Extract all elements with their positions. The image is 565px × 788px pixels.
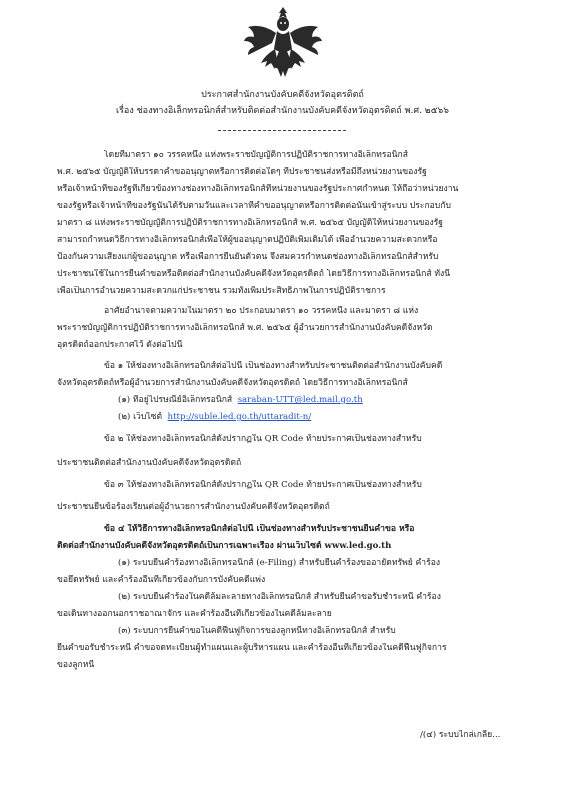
clause-4-item: (๑) ระบบยื่นคำร้องทางอิเล็กทรอนิกส์ (e-Filing) สำหรับยื่นคำร้องขออายัดทรัพย์ คำร้อง [118,558,441,568]
intro-line: ป้องกันความเสี่ยงแก่ผู้ขออนุญาต หรือเพื่อการยืนยันตัวตน จึงสมควรกำหนดช่องทางอิเล็กทรอนิกส์สำหรับ [57,252,439,262]
clause-2-line: ข้อ ๒ ให้ช่องทางอิเล็กทรอนิกส์ดังปรากฏใน QR Code ท้ายประกาศเป็นช่องทางสำหรับ [104,434,422,444]
agency-title: ประกาศสำนักงานบังคับคดีจังหวัดอุตรดิตถ์ [201,90,364,100]
authority-line: พระราชบัญญัติการปฏิบัติราชการทางอิเล็กทรอนิกส์ พ.ศ. ๒๕๖๕ ผู้อำนวยการสำนักงานบังคับคดีจังหวัด [57,323,433,333]
clause-3-line: ประชาชนยื่นข้อร้องเรียนต่อผู้อำนวยการสำนักงานบังคับคดีจังหวัดอุตรดิตถ์ [57,502,330,512]
page-continuation: /(๔) ระบบไกล่เกลี่ย... [420,730,501,740]
website-item [118,412,518,423]
intro-line: สามารถกำหนดวิธีการทางอิเล็กทรอนิกส์เพื่อให้ผู้ขออนุญาตปฏิบัติเพิ่มเติมได้ เพื่ออำนวยความสะดวกหรือ [57,235,438,245]
title-divider [218,130,346,131]
clause-4-item: ขอยึดทรัพย์ และคำร้องอื่นที่เกี่ยวข้องกับการบังคับคดีแพ่ง [57,575,266,585]
clause-4-item: ขอเดินทางออกนอกราชอาณาจักร และคำร้องอื่นที่เกี่ยวข้องในคดีล้มละลาย [57,609,332,619]
clause-1-line: ข้อ ๑ ให้ช่องทางอิเล็กทรอนิกส์ต่อไปนี้ เป็นช่องทางสำหรับประชาชนติดต่อสำนักงานบังคับคดี [104,361,443,371]
clause-4-item: ยื่นคำขอรับชำระหนี้ คำขอจดทะเบียนผู้ทำแผนและผู้บริหารแผน และคำร้องอื่นที่เกี่ยวข้องในคดีฟื้นฟูกิจการ [57,643,447,653]
clause-1-line: จังหวัดอุตรดิตถ์หรือผู้อำนวยการสำนักงานบังคับคดีจังหวัดอุตรดิตถ์ โดยวิธีการทางอิเล็กทรอนิกส์ [57,378,408,388]
intro-line: มาตรา ๘ แห่งพระราชบัญญัติการปฏิบัติราชการทางอิเล็กทรอนิกส์ พ.ศ. ๒๕๖๕ บัญญัติให้หน่วยงานของรัฐ [57,218,444,228]
authority-line: อาศัยอำนาจตามความในมาตรา ๒๐ ประกอบมาตรา ๑๐ วรรคหนึ่ง และมาตรา ๘ แห่ง [104,306,419,316]
intro-line: ประชาชนใช้ในการยื่นคำขอหรือติดต่อสำนักงานบังคับคดีจังหวัดอุตรดิตถ์ โดยวิธีการทางอิเล็กทรอนิกส์ ทั้งนี้ [57,269,451,279]
intro-line: พ.ศ. ๒๕๖๕ บัญญัติให้บรรดาคำขออนุญาตหรือการติดต่อใดๆ ที่ประชาชนส่งหรือมีถึงหน่วยงานของรัฐ [57,167,427,177]
clause-4-item: (๓) ระบบการยื่นคำขอในคดีฟื้นฟูกิจการของลูกหนี้ทางอิเล็กทรอนิกส์ สำหรับ [118,626,396,636]
intro-line: หรือเจ้าหน้าที่ของรัฐที่เกี่ยวข้องทางช่องทางอิเล็กทรอนิกส์ที่หน่วยงานของรัฐประกาศกำหนด ให้ถือว่าหน่วยงาน [57,184,459,194]
clause-4-line: ติดต่อสำนักงานบังคับคดีจังหวัดอุตรดิตถ์เป็นการเฉพาะเรื่อง ผ่านเว็บไซต์ www.led.go.th [57,541,392,551]
clause-4-line: ข้อ ๔ ให้วิธีการทางอิเล็กทรอนิกส์ต่อไปนี้ เป็นช่องทางสำหรับประชาชนยื่นคำขอ หรือ [104,524,415,534]
clause-4-item: (๒) ระบบยื่นคำร้องในคดีล้มละลายทางอิเล็กทรอนิกส์ สำหรับยื่นคำขอรับชำระหนี้ คำร้อง [118,592,441,602]
clause-3-line: ข้อ ๓ ให้ช่องทางอิเล็กทรอนิกส์ดังปรากฏใน QR Code ท้ายประกาศเป็นช่องทางสำหรับ [104,480,422,490]
email-item [118,395,518,406]
intro-line: เพื่อเป็นการอำนวยความสะดวกแก่ประชาชน รวมทั้งเพิ่มประสิทธิภาพในการปฏิบัติราชการ [57,286,386,296]
email-link[interactable]: saraban-UTT@led.mail.go.th [237,395,363,405]
clause-4-item: ของลูกหนี้ [57,660,95,670]
website-link[interactable]: http://suble.led.go.th/uttaradit-n/ [167,412,312,422]
garuda-emblem-icon [243,5,323,81]
email-label: (๑) ที่อยู่ไปรษณีย์อิเล็กทรอนิกส์ [118,395,233,405]
authority-line: อุตรดิตถ์ออกประกาศไว้ ดังต่อไปนี้ [57,340,183,350]
clause-2-line: ประชาชนติดต่อสำนักงานบังคับคดีจังหวัดอุตรดิตถ์ [57,458,242,468]
intro-line: ของรัฐหรือเจ้าหน้าที่ของรัฐนั้นได้รับตามวันและเวลาที่คำขออนุญาตหรือการติดต่อนั้นเข้าสู่ระบบ ประกอบกับ [57,201,451,211]
intro-line: โดยที่มาตรา ๑๐ วรรคหนึ่ง แห่งพระราชบัญญัติการปฏิบัติราชการทางอิเล็กทรอนิกส์ [104,150,408,160]
website-label: (๒) เว็บไซต์ [118,412,163,422]
announcement-subject: เรื่อง ช่องทางอิเล็กทรอนิกส์สำหรับติดต่อสำนักงานบังคับคดีจังหวัดอุตรดิตถ์ พ.ศ. ๒๕๖๖ [116,106,449,116]
